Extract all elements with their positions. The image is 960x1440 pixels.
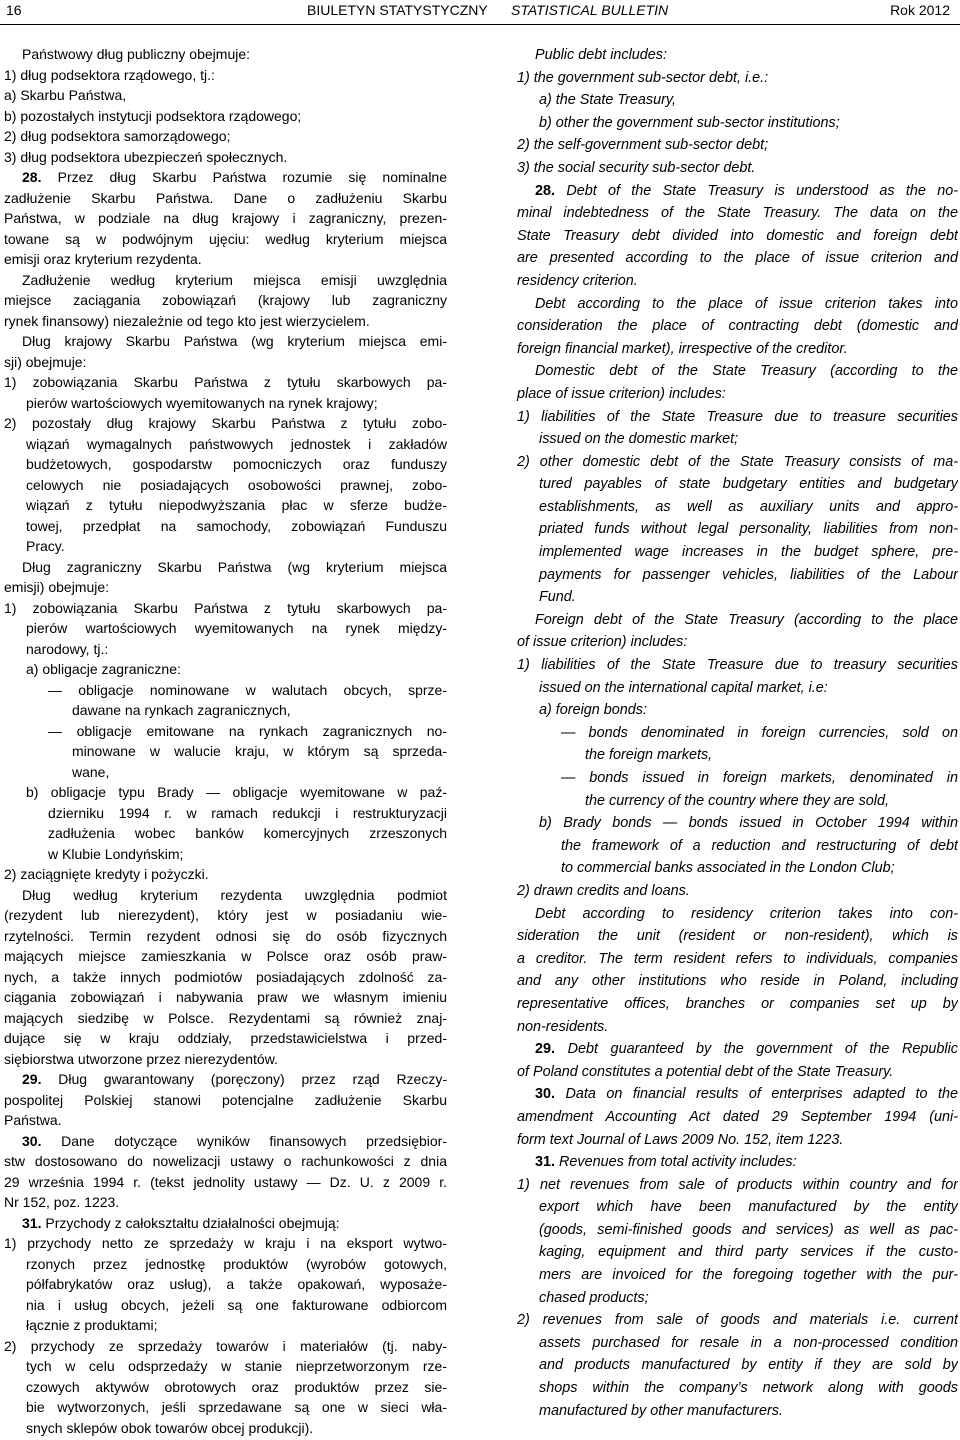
text-line	[517, 880, 958, 903]
line-text: shops within the company’s network along with goods	[539, 1380, 958, 1397]
text-line	[4, 1008, 447, 1029]
line-text: issued on the international capital market, i.e:	[539, 679, 828, 696]
text-line	[4, 598, 447, 619]
text-line	[517, 609, 958, 632]
line-text: wiązań wymagalnych państwowych jednostek i zakładów	[26, 435, 447, 452]
line-text: łącznie z produktami;	[26, 1317, 158, 1333]
line-text: Państwa, w podziale na dług krajowy i zagraniczny, prezen-	[4, 210, 447, 226]
line-text: mających siedzibę w Polsce. Rezydentami są również znaj-	[4, 1009, 447, 1026]
line-text: minowane w walucie kraju, w którym są sprzeda-	[72, 743, 447, 759]
polish-text-column	[4, 44, 447, 1438]
text-line	[4, 106, 447, 127]
text-line	[4, 1090, 447, 1111]
text-line	[517, 1151, 958, 1174]
text-line	[4, 311, 447, 332]
line-text: minal indebtedness of the State Treasury. The data on the	[517, 205, 958, 222]
text-line	[4, 393, 447, 414]
line-text: State Treasury debt divided into domestic and foreign debt	[517, 227, 958, 244]
line-text: foreign financial market), irrespective of the creditor.	[517, 340, 848, 357]
text-line	[4, 700, 447, 721]
text-line	[4, 577, 447, 598]
text-line	[4, 249, 447, 270]
text-line	[517, 270, 958, 293]
text-line	[4, 864, 447, 885]
line-text: — obligacje nominowane w walutach obcych, sprze-	[48, 681, 447, 698]
line-text: ciągania zobowiązań i nabywania praw we własnym imieniu	[4, 989, 447, 1005]
line-text: 1) zobowiązania Skarbu Państwa z tytułu skarbowych pa-	[4, 599, 447, 616]
text-line	[4, 823, 447, 844]
line-text: rzonych przez jednostkę produktów (wyrobów gotowych,	[26, 1255, 447, 1272]
line-text: Domestic debt of the State Treasury (according to the	[535, 363, 958, 380]
line-text: b) other the government sub-sector institutions;	[539, 114, 840, 131]
line-text: czowych aktywów obrotowych oraz produktów przez sie-	[26, 1378, 447, 1395]
text-line	[517, 699, 958, 722]
line-text: — bonds issued in foreign markets, denominated in	[561, 770, 958, 786]
line-text: 1) dług podsektora rządowego, tj.:	[4, 66, 215, 83]
text-line	[517, 451, 958, 474]
line-text: (goods, semi-finished goods and services) as well as pac-	[539, 1221, 958, 1238]
text-line	[4, 208, 447, 229]
line-text: and any other institutions who reside in Poland, including	[517, 973, 958, 990]
line-text: manufactured by other manufacturers.	[539, 1402, 783, 1419]
line-text: stw dostosowano do nowelizacji ustawy o rachunkowości z dnia	[4, 1153, 447, 1169]
text-line	[4, 1418, 447, 1439]
line-text: the currency of the country where they are sold,	[585, 792, 889, 809]
text-line	[4, 65, 447, 86]
line-text: residency criterion.	[517, 272, 638, 289]
text-line	[517, 631, 958, 654]
text-line	[517, 586, 958, 609]
line-text: Data on financial results of enterprises adapted to the	[565, 1086, 958, 1103]
line-text: budżetowych, gospodarstw pomocniczych oraz funduszy	[26, 456, 447, 472]
line-text: dzierniku 1994 r. w ramach redukcji i restrukturyzacji	[48, 804, 447, 821]
note-number: 29.	[22, 1071, 42, 1087]
line-text: 1) zobowiązania Skarbu Państwa z tytułu skarbowych pa-	[4, 374, 447, 390]
line-text: narodowy, tj.:	[26, 640, 109, 657]
text-line	[517, 1354, 958, 1377]
text-line	[517, 1038, 958, 1061]
line-text: the framework of a reduction and restructuring of debt	[561, 837, 958, 854]
line-text: implemented wage increases in the budget sphere, pre-	[539, 544, 958, 561]
note-number: 28.	[22, 169, 42, 185]
line-text: of issue criterion) includes:	[517, 634, 688, 651]
bulletin-title-polish: BIULETYN STATYSTYCZNY	[307, 2, 488, 18]
text-line	[4, 1192, 447, 1213]
line-text: Dług krajowy Skarbu Państwa (wg kryterium miejsca emi-	[22, 333, 447, 349]
line-text: priated funds without legal personality, liabilities from non-	[539, 521, 958, 538]
text-line	[4, 475, 447, 496]
text-line	[4, 803, 447, 824]
text-line	[4, 1151, 447, 1172]
line-text: and products manufactured by entity if they are sold by	[539, 1357, 958, 1374]
line-text: 1) liabilities of the State Treasure due to treasury securities	[517, 657, 958, 674]
text-line	[517, 1016, 958, 1039]
line-text: 2) dług podsektora samorządowego;	[4, 128, 231, 144]
text-line	[4, 1172, 447, 1193]
text-line	[4, 352, 447, 373]
line-text: mers are invoiced for the foregoing together with the pur-	[539, 1267, 958, 1284]
text-line	[4, 618, 447, 639]
line-text: bie wytworzonych, jeśli sprzedawane są one w sieci wła-	[26, 1399, 447, 1415]
note-number: 30.	[22, 1132, 42, 1149]
text-line	[517, 1061, 958, 1084]
text-line	[4, 1315, 447, 1336]
text-line	[517, 564, 958, 587]
text-line	[517, 1174, 958, 1197]
text-line	[517, 247, 958, 270]
line-text: Dług według kryterium rezydenta uwzględnia podmiot	[22, 886, 447, 903]
text-line	[4, 495, 447, 516]
line-text: 3) the social security sub-sector debt.	[517, 159, 756, 176]
text-line	[517, 654, 958, 677]
line-text: kaging, equipment and third party services if the custo-	[539, 1244, 958, 1261]
text-line	[517, 1309, 958, 1332]
line-text: 2) zaciągnięte kredyty i pożyczki.	[4, 866, 209, 882]
text-line	[4, 721, 447, 742]
line-text: non-residents.	[517, 1018, 609, 1035]
line-text: a) obligacje zagraniczne:	[26, 661, 181, 677]
text-line	[517, 541, 958, 564]
line-text: Państwa.	[4, 1112, 62, 1128]
text-line	[4, 331, 447, 352]
bulletin-year: Rok 2012	[890, 2, 950, 18]
line-text: form text Journal of Laws 2009 No. 152, item 1223.	[517, 1131, 844, 1148]
text-line	[4, 905, 447, 926]
line-text: emisji) obejmuje:	[4, 579, 110, 595]
line-text: Debt according to residency criterion takes into con-	[535, 905, 958, 922]
line-text: tured payables of state budgetary entities and budgetary	[539, 476, 958, 493]
line-text: payments for passenger vehicles, liabilities of the Labour	[539, 566, 958, 583]
text-line	[4, 946, 447, 967]
text-line	[517, 428, 958, 451]
line-text: a) foreign bonds:	[539, 702, 648, 719]
text-line	[4, 844, 447, 865]
text-line	[4, 1397, 447, 1418]
line-text: Foreign debt of the State Treasury (according to the place	[535, 611, 958, 628]
text-line	[517, 44, 958, 67]
text-line	[4, 1110, 447, 1131]
text-line	[4, 372, 447, 393]
line-text: export which have been manufactured by the entity	[539, 1199, 958, 1216]
line-text: Revenues from total activity includes:	[559, 1154, 797, 1171]
line-text: 29 września 1994 r. (tekst jednolity ustawy — Dz. U. z 2009 r.	[4, 1173, 447, 1190]
text-line	[4, 926, 447, 947]
line-text: Nr 152, poz. 1223.	[4, 1194, 120, 1210]
text-line	[4, 987, 447, 1008]
text-line	[4, 413, 447, 434]
line-text: — obligacje emitowane na rynkach zagranicznych no-	[48, 722, 447, 739]
line-text: 2) drawn credits and loans.	[517, 882, 690, 899]
text-line	[4, 270, 447, 291]
line-text: consideration the place of contracting debt (domestic and	[517, 318, 958, 335]
text-line	[4, 454, 447, 475]
text-line	[4, 1028, 447, 1049]
text-line	[4, 167, 447, 188]
line-text: Dług gwarantowany (poręczony) przez rząd Rzeczy-	[58, 1071, 447, 1087]
note-number: 30.	[535, 1086, 556, 1103]
line-text: Public debt includes:	[535, 47, 667, 63]
text-line	[517, 67, 958, 90]
line-text: Przez dług Skarbu Państwa rozumie się nominalne	[57, 169, 447, 185]
line-text: Debt guaranteed by the government of the Republic	[567, 1041, 958, 1058]
line-text: b) pozostałych instytucji podsektora rządowego;	[4, 107, 302, 124]
text-line	[4, 1131, 447, 1152]
line-text: 1) net revenues from sale of products within country and for	[517, 1176, 958, 1193]
text-line	[517, 925, 958, 948]
text-line	[517, 970, 958, 993]
text-line	[4, 1233, 447, 1254]
line-text: Debt of the State Treasury is understood as the no-	[566, 182, 958, 199]
text-line	[517, 1129, 958, 1152]
text-line	[517, 1083, 958, 1106]
text-line	[517, 1196, 958, 1219]
text-line	[4, 516, 447, 537]
line-text: nych, a także innych podmiotów posiadających zdolność za-	[4, 968, 447, 985]
line-text: 2) the self-government sub-sector debt;	[517, 137, 769, 154]
text-line	[4, 44, 447, 65]
line-text: nia i usług obcych, jeżeli są one fakturowane odbiorcom	[26, 1296, 447, 1313]
text-line	[517, 225, 958, 248]
line-text: Fund.	[539, 589, 576, 606]
line-text: towane są w podwójnym ujęciu: według kryterium miejsca	[4, 230, 447, 247]
text-line	[517, 1241, 958, 1264]
text-line	[4, 1213, 447, 1234]
line-text: w Klubie Londyńskim;	[48, 845, 184, 862]
text-line	[4, 147, 447, 168]
text-line	[4, 741, 447, 762]
text-line	[517, 767, 958, 790]
line-text: 2) pozostały dług krajowy Skarbu Państwa z tytułu zobo-	[4, 415, 447, 431]
line-text: representative offices, branches or companies set up by	[517, 995, 958, 1012]
text-line	[517, 360, 958, 383]
text-line	[4, 1295, 447, 1316]
line-text: Przychody z całokształtu działalności obejmują:	[45, 1214, 340, 1231]
line-text: issued on the domestic market;	[539, 431, 739, 448]
text-line	[4, 434, 447, 455]
line-text: 3) dług podsektora ubezpieczeń społecznych.	[4, 148, 288, 165]
text-line	[4, 967, 447, 988]
line-text: tych w celu odsprzedaży w stanie nieprzetworzonym rze-	[26, 1358, 447, 1374]
line-text: 2) revenues from sale of goods and materials i.e. current	[517, 1312, 958, 1329]
line-text: pierów wartościowych wyemitowanych na rynek między-	[26, 620, 447, 636]
text-line	[4, 1274, 447, 1295]
text-line	[517, 180, 958, 203]
line-text: chased products;	[539, 1289, 649, 1306]
line-text: b) Brady bonds — bonds issued in October 1994 within	[539, 815, 958, 832]
text-line	[4, 680, 447, 701]
page-number: 16	[6, 2, 22, 18]
line-text: Dane dotyczące wyników finansowych przedsiębior-	[61, 1132, 447, 1149]
text-line	[517, 744, 958, 767]
text-line	[517, 1106, 958, 1129]
line-text: Zadłużenie według kryterium miejsca emisji uwzględnia	[22, 271, 447, 288]
text-line	[4, 639, 447, 660]
text-line	[4, 782, 447, 803]
line-text: (rezydent lub nierezydent), który jest w posiadaniu wie-	[4, 907, 447, 923]
note-number: 28.	[535, 182, 556, 199]
text-line	[4, 885, 447, 906]
line-text: assets purchased for resale in a non-processed condition	[539, 1334, 958, 1351]
text-line	[4, 126, 447, 147]
line-text: półfabrykatów oraz usług), a także opakowań, wyposaże-	[26, 1276, 447, 1292]
line-text: a) the State Treasury,	[539, 92, 677, 109]
text-line	[517, 315, 958, 338]
text-line	[517, 903, 958, 926]
line-text: of Poland constitutes a potential debt of the State Treasury.	[517, 1063, 894, 1080]
line-text: b) obligacje typu Brady — obligacje wyemitowane w paź-	[26, 784, 447, 800]
text-line	[4, 1069, 447, 1090]
text-line	[4, 1377, 447, 1398]
page-header	[0, 0, 960, 30]
text-line	[517, 857, 958, 880]
english-text-column	[517, 44, 958, 1422]
line-text: the foreign markets,	[585, 747, 713, 764]
line-text: Pracy.	[26, 538, 65, 554]
text-line	[4, 1356, 447, 1377]
line-text: miejsce zaciągania zobowiązań (krajowy lub zagraniczny	[4, 292, 447, 308]
line-text: zadłużenia wobec banków komercyjnych zrzeszonych	[48, 825, 447, 841]
text-line	[517, 406, 958, 429]
text-line	[517, 518, 958, 541]
text-line	[4, 1336, 447, 1357]
text-line	[4, 536, 447, 557]
text-line	[517, 112, 958, 135]
text-line	[517, 1400, 958, 1423]
line-text: 1) liabilities of the State Treasure due to treasure securities	[517, 408, 958, 425]
line-text: Debt according to the place of issue criterion takes into	[535, 295, 958, 312]
text-line	[517, 202, 958, 225]
text-line	[4, 557, 447, 578]
line-text: dawane na rynkach zagranicznych,	[72, 702, 291, 718]
line-text: pierów wartościowych wyemitowanych na rynek krajowy;	[26, 394, 378, 411]
line-text: a creditor. The term resident refers to individuals, companies	[517, 950, 958, 967]
line-text: mających miejsce zamieszkania w Polsce oraz osób praw-	[4, 948, 447, 964]
line-text: dujące się w kraju oddziały, przedstawicielstwa i przed-	[4, 1030, 447, 1046]
text-line	[4, 85, 447, 106]
text-line	[4, 1254, 447, 1275]
text-line	[517, 134, 958, 157]
text-line	[517, 496, 958, 519]
line-text: snych sklepów obok towarów obcej produkcji).	[26, 1419, 314, 1436]
note-number: 29.	[535, 1041, 556, 1058]
text-line	[517, 1287, 958, 1310]
line-text: 2) przychody ze sprzedaży towarów i materiałów (tj. naby-	[4, 1337, 447, 1354]
text-line	[517, 790, 958, 813]
text-line	[517, 89, 958, 112]
line-text: siębiorstwa utworzone przez nierezydentów.	[4, 1050, 278, 1067]
line-text: Dług zagraniczny Skarbu Państwa (wg kryterium miejsca	[22, 558, 447, 575]
note-number: 31.	[22, 1214, 42, 1231]
text-line	[4, 659, 447, 680]
header-rule	[0, 24, 960, 25]
line-text: towej, przedpłat na samochody, zobowiązań Funduszu	[26, 517, 447, 534]
text-line	[517, 157, 958, 180]
line-text: 2) other domestic debt of the State Treasury consists of ma-	[517, 453, 958, 470]
text-line	[517, 722, 958, 745]
text-line	[4, 229, 447, 250]
line-text: pospolitej Polskiej stanowi potencjalne zadłużenie Skarbu	[4, 1091, 447, 1108]
line-text: wane,	[72, 763, 110, 780]
line-text: — bonds denominated in foreign currencies, sold on	[561, 724, 958, 741]
line-text: zadłużenie Skarbu Państwa. Dane o zadłużeniu Skarbu	[4, 189, 447, 206]
line-text: to commercial banks associated in the London Club;	[561, 860, 895, 877]
line-text: 1) przychody netto ze sprzedaży w kraju i na eksport wytwo-	[4, 1235, 447, 1251]
text-line	[517, 1332, 958, 1355]
text-line	[4, 290, 447, 311]
line-text: wiązań z tytułu niepodwyższania płac w sferze budże-	[26, 497, 447, 513]
text-line	[517, 835, 958, 858]
text-line	[517, 383, 958, 406]
line-text: Państwowy dług publiczny obejmuje:	[22, 46, 251, 62]
text-line	[517, 677, 958, 700]
text-line	[517, 1219, 958, 1242]
text-line	[4, 188, 447, 209]
line-text: place of issue criterion) includes:	[517, 385, 726, 402]
line-text: sji) obejmuje:	[4, 353, 87, 370]
text-line	[517, 1264, 958, 1287]
note-number: 31.	[535, 1154, 556, 1171]
text-line	[4, 1049, 447, 1070]
text-line	[4, 762, 447, 783]
line-text: emisji oraz kryterium rezydenta.	[4, 251, 202, 267]
text-line	[517, 993, 958, 1016]
bulletin-title-english: STATISTICAL BULLETIN	[511, 2, 669, 18]
line-text: 1) the government sub-sector debt, i.e.:	[517, 69, 769, 86]
line-text: sideration the unit (resident or non-resident), which is	[517, 928, 958, 945]
text-line	[517, 338, 958, 361]
text-line	[517, 812, 958, 835]
text-line	[517, 1377, 958, 1400]
text-line	[517, 293, 958, 316]
line-text: rynek finansowy) niezależnie od tego kto jest wierzycielem.	[4, 312, 370, 329]
line-text: celowych nie posiadających osobowości prawnej, zobo-	[26, 476, 447, 493]
line-text: a) Skarbu Państwa,	[4, 87, 127, 103]
text-line	[517, 948, 958, 971]
line-text: establishments, as well as auxiliary units and appro-	[539, 498, 958, 515]
line-text: amendment Accounting Act dated 29 September 1994 (uni-	[517, 1108, 958, 1125]
line-text: rzytelności. Termin rezydent odnosi się do osób fizycznych	[4, 927, 447, 944]
text-line	[517, 473, 958, 496]
line-text: are presented according to the place of issue criterion and	[517, 250, 958, 267]
